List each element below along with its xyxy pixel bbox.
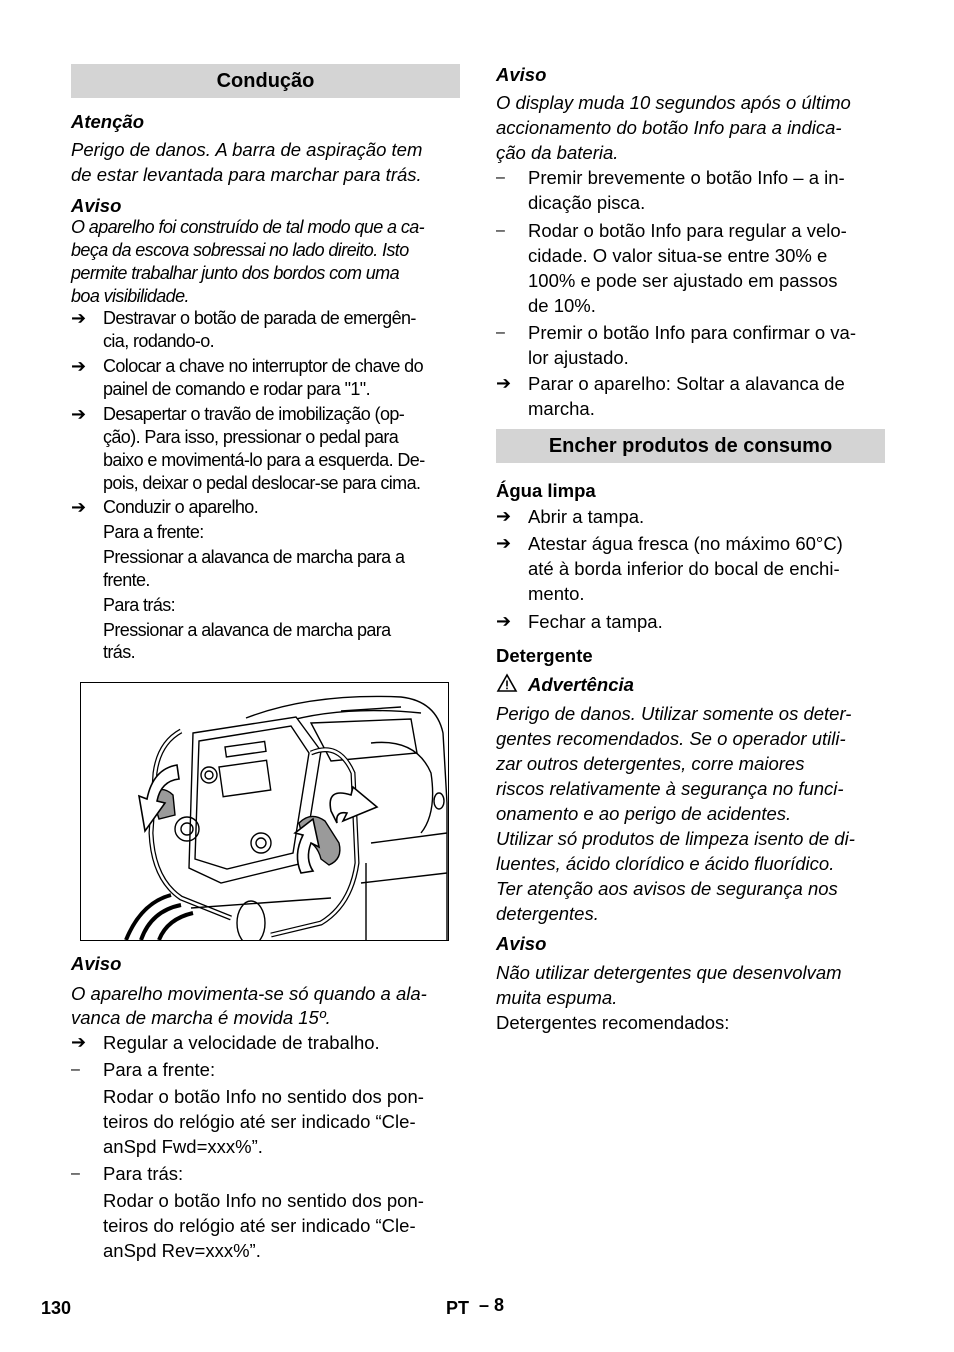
- arrow-right-icon: ➔: [496, 373, 512, 393]
- detergente-heading: Detergente: [496, 645, 593, 666]
- aviso-line: muita espuma.: [496, 987, 618, 1008]
- arrow-right-icon: ➔: [71, 308, 86, 328]
- fwd-line: anSpd Fwd=xxx%”.: [103, 1136, 263, 1157]
- step-line: Conduzir o aparelho.: [103, 497, 259, 517]
- drive-sub-line: Para a frente:: [103, 522, 204, 542]
- dash-bullet: –: [496, 222, 505, 239]
- aviso-heading: Aviso: [496, 933, 547, 954]
- machine-control-illustration: [80, 682, 449, 941]
- step-line: Desapertar o travão de imobilização (op-: [103, 404, 405, 424]
- step-line: Destravar o botão de parada de emergên-: [103, 308, 416, 328]
- warning-triangle-icon: [496, 672, 518, 694]
- warning-line: zar outros detergentes, corre maiores: [496, 753, 805, 774]
- warning-line: luentes, ácido clorídico e ácido fluorídico.: [496, 853, 835, 874]
- aviso-heading: Aviso: [71, 953, 122, 974]
- dash-step-line: cidade. O valor situa-se entre 30% e: [528, 245, 828, 266]
- aviso-line: Não utilizar detergentes que desenvolvam: [496, 962, 842, 983]
- rev-line: anSpd Rev=xxx%”.: [103, 1240, 261, 1261]
- warning-line: gentes recomendados. Se o operador utili-: [496, 728, 846, 749]
- fwd-line: teiros do relógio até ser indicado “Cle-: [103, 1111, 416, 1132]
- section-heading-encher: Encher produtos de consumo: [496, 429, 885, 463]
- dash-step-line: Premir o botão Info para confirmar o va-: [528, 322, 857, 343]
- dash-step-line: lor ajustado.: [528, 347, 629, 368]
- arrow-right-icon: ➔: [71, 356, 86, 376]
- aviso-line: beça da escova sobressai no lado direito. Isto: [71, 240, 409, 260]
- fwd-line: Rodar o botão Info no sentido dos pon-: [103, 1086, 424, 1107]
- machine-drawing: [81, 683, 448, 940]
- atencao-heading: Atenção: [71, 111, 144, 132]
- advertencia-heading: Advertência: [528, 674, 634, 695]
- aviso-line: ção da bateria.: [496, 142, 619, 163]
- dash-step-line: dicação pisca.: [528, 192, 646, 213]
- step-line: ção). Para isso, pressionar o pedal para: [103, 427, 399, 447]
- dash-bullet: –: [496, 169, 505, 186]
- arrow-right-icon: ➔: [496, 611, 512, 631]
- aviso-heading: Aviso: [71, 195, 122, 216]
- drive-sub-line: frente.: [103, 570, 150, 590]
- page-number: 130: [41, 1298, 72, 1318]
- dash-step-line: de 10%.: [528, 295, 596, 316]
- atencao-line: Perigo de danos. A barra de aspiração tem: [71, 139, 423, 160]
- stop-step-line: marcha.: [528, 398, 595, 419]
- dash-bullet: –: [71, 1061, 80, 1078]
- dash-step-line: Rodar o botão Info para regular a velo-: [528, 220, 847, 241]
- warning-line: riscos relativamente à segurança no funci-: [496, 778, 844, 799]
- arrow-right-icon: ➔: [71, 404, 86, 424]
- step-line: baixo e movimentá-lo para a esquerda. De-: [103, 450, 425, 470]
- warning-line: Ter atenção aos avisos de segurança nos: [496, 878, 838, 899]
- agua-step-line: Fechar a tampa.: [528, 611, 663, 632]
- agua-limpa-heading: Água limpa: [496, 480, 596, 501]
- step-line: cia, rodando-o.: [103, 331, 215, 351]
- aviso-line: permite trabalhar junto dos bordos com uma: [71, 263, 399, 283]
- aviso-line: boa visibilidade.: [71, 286, 189, 306]
- aviso-line: accionamento do botão Info para a indica-: [496, 117, 842, 138]
- rev-line: Rodar o botão Info no sentido dos pon-: [103, 1190, 424, 1211]
- drive-sub-line: Pressionar a alavanca de marcha para: [103, 620, 391, 640]
- aviso-heading: Aviso: [496, 64, 547, 85]
- arrow-right-icon: ➔: [496, 506, 512, 526]
- step-line: painel de comando e rodar para "1".: [103, 379, 370, 399]
- dash-step-line: 100% e pode ser ajustado em passos: [528, 270, 838, 291]
- drive-sub-line: trás.: [103, 642, 136, 662]
- aviso-line: vanca de marcha é movida 15º.: [71, 1007, 331, 1028]
- aviso-line: O aparelho movimenta-se só quando a ala-: [71, 983, 427, 1004]
- atencao-line: de estar levantada para marchar para trás.: [71, 164, 422, 185]
- agua-step-line: Abrir a tampa.: [528, 506, 645, 527]
- speed-step: Regular a velocidade de trabalho.: [103, 1032, 380, 1053]
- warning-line: onamento e ao perigo de acidentes.: [496, 803, 792, 824]
- aviso-line: O aparelho foi construído de tal modo que a ca-: [71, 217, 425, 237]
- warning-line: detergentes.: [496, 903, 599, 924]
- arrow-right-icon: ➔: [496, 533, 512, 553]
- recommended-detergents: Detergentes recomendados:: [496, 1012, 730, 1033]
- rev-line: teiros do relógio até ser indicado “Cle-: [103, 1215, 416, 1236]
- drive-sub-line: Para trás:: [103, 595, 176, 615]
- arrow-right-icon: ➔: [71, 497, 86, 517]
- warning-line: Perigo de danos. Utilizar somente os deter-: [496, 703, 852, 724]
- section-heading-conducao: Condução: [71, 64, 460, 98]
- drive-sub-line: Pressionar a alavanca de marcha para a: [103, 547, 405, 567]
- dash-step-line: Premir brevemente o botão Info – a in-: [528, 167, 845, 188]
- aviso-line: O display muda 10 segundos após o último: [496, 92, 851, 113]
- warning-line: Utilizar só produtos de limpeza isento de di-: [496, 828, 855, 849]
- agua-step-line: até à borda inferior do bocal de enchi-: [528, 558, 840, 579]
- rev-label: Para trás:: [103, 1163, 184, 1184]
- fwd-label: Para a frente:: [103, 1059, 216, 1080]
- footer-lang: PT: [446, 1298, 470, 1318]
- stop-step-line: Parar o aparelho: Soltar a alavanca de: [528, 373, 845, 394]
- agua-step-line: mento.: [528, 583, 585, 604]
- arrow-right-icon: ➔: [71, 1032, 87, 1052]
- footer-section-page: – 8: [479, 1295, 505, 1315]
- step-line: Colocar a chave no interruptor de chave do: [103, 356, 424, 376]
- agua-step-line: Atestar água fresca (no máximo 60°C): [528, 533, 843, 554]
- step-line: pois, deixar o pedal deslocar-se para cima.: [103, 473, 421, 493]
- dash-bullet: –: [496, 324, 505, 341]
- dash-bullet: –: [71, 1165, 80, 1182]
